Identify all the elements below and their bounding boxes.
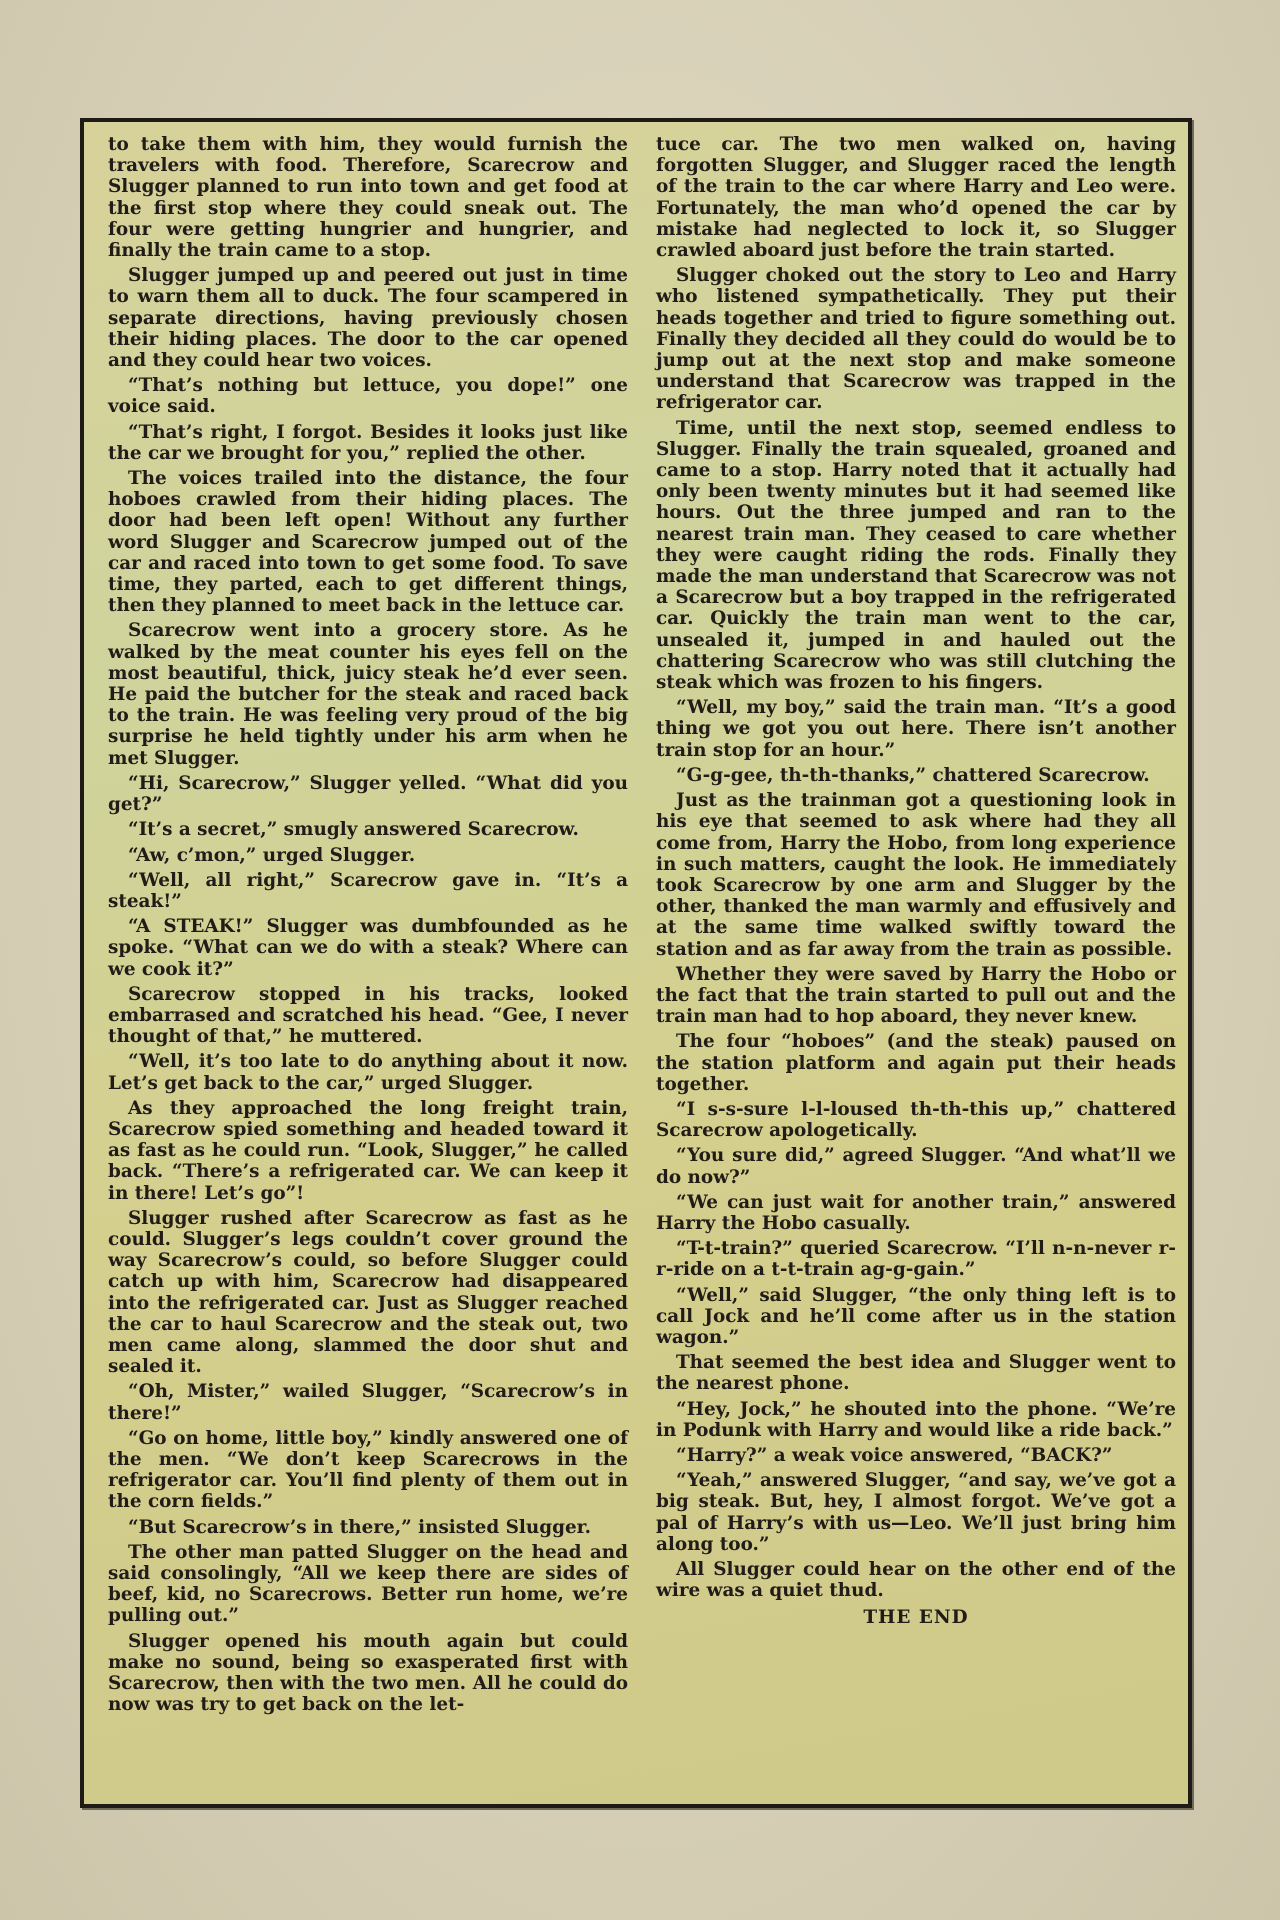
story-paragraph: “But Scarecrow’s in there,” insisted Slugger. bbox=[128, 1516, 592, 1538]
story-paragraph: Slugger rushed after Scarecrow as fast as he could. Slugger’s legs couldn’t cover ground the way Scarecrow’s could, so before Slugger could catch up with him, Scarecrow had disappeared into the refrigerated car. Just as Slugger reached the car to haul Scarecrow and the steak out, two men came along, slammed the door shut and sealed it. bbox=[108, 1207, 628, 1378]
story-paragraph: The voices trailed into the distance, the four hoboes crawled from their hiding places. The door had been left open! Without any further word Slugger and Scarecrow jumped out of the car and raced into town to get some food. To save time, they parted, each to get different things, then they planned to meet back in the lettuce car. bbox=[108, 468, 628, 617]
story-paragraph: “Hey, Jock,” he shouted into the phone. “We’re in Podunk with Harry and would like a ride back.” bbox=[656, 1398, 1176, 1441]
story-paragraph: to take them with him, they would furnish the travelers with food. Therefore, Scarecrow and Slugger planned to run into town and get food at the first stop where they could sneak out. The four were getting hungrier and hungrier, and finally the train came to a stop. bbox=[108, 134, 628, 262]
story-paragraph: Just as the trainman got a questioning look in his eye that seemed to ask where had they all come from, Harry the Hobo, from long experience in such matters, caught the look. He immediately took Scarecrow by one arm and Slugger by the other, thanked the man warmly and effusively and at the same time walked swiftly toward the station and as far away from the train as possible. bbox=[656, 790, 1176, 960]
right-text-column bbox=[656, 134, 1176, 1629]
story-paragraph: “Yeah,” answered Slugger, “and say, we’ve got a big steak. But, hey, I almost forgot. We’ve got a pal of Harry’s with us—Leo. We’ll just bring him along too.” bbox=[656, 1470, 1176, 1555]
story-paragraph: “Oh, Mister,” wailed Slugger, “Scarecrow’s in there!” bbox=[108, 1381, 628, 1424]
story-paragraph: “Well, all right,” Scarecrow gave in. “It’s a steak!” bbox=[108, 869, 628, 912]
story-paragraph: The four “hoboes” (and the steak) paused on the station platform and again put their heads together. bbox=[656, 1031, 1176, 1095]
story-paragraph: Slugger choked out the story to Leo and Harry who listened sympathetically. They put their heads together and tried to figure something out. Finally they decided all they could do would be to jump out at the next stop and make someone understand that Scarecrow was trapped in the refrigerator car. bbox=[656, 265, 1176, 414]
story-paragraph: “It’s a secret,” smugly answered Scarecrow. bbox=[128, 819, 579, 841]
story-paragraph: Whether they were saved by Harry the Hobo or the fact that the train started to pull out and the train man had to hop aboard, they never knew. bbox=[656, 963, 1176, 1028]
story-paragraph: All Slugger could hear on the other end of the wire was a quiet thud. bbox=[656, 1559, 1176, 1602]
story-paragraph: “Well, it’s too late to do anything about it now. Let’s get back to the car,” urged Slugger. bbox=[108, 1051, 628, 1094]
story-paragraph: “Harry?” a weak voice answered, “BACK?” bbox=[676, 1444, 1113, 1466]
story-paragraph: “Well,” said Slugger, “the only thing left is to call Jock and he’ll come after us in the station wagon.” bbox=[656, 1284, 1176, 1348]
story-paragraph: “You sure did,” agreed Slugger. “And what’ll we do now?” bbox=[656, 1145, 1176, 1188]
story-paragraph: “We can just wait for another train,” answered Harry the Hobo casually. bbox=[656, 1191, 1176, 1234]
story-text-panel bbox=[80, 118, 1192, 1808]
story-paragraph: Slugger jumped up and peered out just in time to warn them all to duck. The four scampered in separate directions, having previously chosen their hiding places. The door to the car opened and they could hear two voices. bbox=[108, 265, 628, 372]
story-paragraph: tuce car. The two men walked on, having forgotten Slugger, and Slugger raced the length of the train to the car where Harry and Leo were. Fortunately, the man who’d opened the car by mistake had neglected to lock it, so Slugger crawled aboard just before the train started. bbox=[656, 134, 1176, 262]
story-paragraph: That seemed the best idea and Slugger went to the nearest phone. bbox=[656, 1352, 1176, 1395]
story-paragraph: “That’s right, I forgot. Besides it looks just like the car we brought for you,” replied the other. bbox=[108, 421, 628, 464]
story-paragraph: Scarecrow went into a grocery store. As he walked by the meat counter his eyes fell on the most beautiful, thick, juicy steak he’d ever seen. He paid the butcher for the steak and raced back to the train. He was feeling very proud of the big surprise he held tightly under his arm when he met Slugger. bbox=[108, 620, 628, 769]
story-paragraph: “That’s nothing but lettuce, you dope!” one voice said. bbox=[108, 375, 628, 418]
story-paragraph: “Hi, Scarecrow,” Slugger yelled. “What did you get?” bbox=[108, 772, 628, 816]
story-paragraph: Slugger opened his mouth again but could make no sound, being so exasperated first with Scarecrow, then with the two men. All he could do now was try to get back on the let- bbox=[108, 1630, 628, 1716]
story-paragraph: The other man patted Slugger on the head and said consolingly, “All we keep there are sides of beef, kid, no Scarecrows. Better run home, we’re pulling out.” bbox=[108, 1541, 628, 1627]
story-paragraph: “T-t-train?” queried Scarecrow. “I’ll n-n-never r-r-ride on a t-t-train ag-g-gain.” bbox=[656, 1238, 1176, 1281]
story-paragraph: Scarecrow stopped in his tracks, looked embarrased and scratched his head. “Gee, I never thought of that,” he muttered. bbox=[108, 983, 628, 1048]
story-paragraph: As they approached the long freight train, Scarecrow spied something and headed toward it as fast as he could run. “Look, Slugger,” he called back. “There’s a refrigerated car. We can keep it in there! Let’s go”! bbox=[108, 1097, 628, 1204]
story-paragraph: “Aw, c’mon,” urged Slugger. bbox=[128, 844, 416, 866]
story-paragraph: Time, until the next stop, seemed endless to Slugger. Finally the train squealed, groaned and came to a stop. Harry noted that it actually had only been twenty minutes but it had seemed like hours. Out the three jumped and ran to the nearest train man. They ceased to care whether they were caught riding the rods. Finally they made the man understand that Scarecrow was not a Scarecrow but a boy trapped in the refrigerated car. Quickly the train man went to the car, unsealed it, jumped in and hauled out the chattering Scarecrow who was still clutching the steak which was frozen to his fingers. bbox=[656, 417, 1176, 694]
story-paragraph: “G-g-gee, th-th-thanks,” chattered Scarecrow. bbox=[676, 764, 1150, 786]
story-paragraph: “A STEAK!” Slugger was dumbfounded as he spoke. “What can we do with a steak? Where can we cook it?” bbox=[108, 916, 628, 980]
left-text-column bbox=[108, 134, 628, 1719]
right-column-paragraphs bbox=[656, 134, 1176, 1601]
the-end-label: THE END bbox=[863, 1607, 969, 1629]
story-paragraph: “Well, my boy,” said the train man. “It’s a good thing we got you out here. There isn’t another train stop for an hour.” bbox=[656, 697, 1176, 761]
story-paragraph: “Go on home, little boy,” kindly answered one of the men. “We don’t keep Scarecrows in the refrigerator car. You’ll find plenty of them out in the corn fields.” bbox=[108, 1427, 628, 1513]
story-paragraph: “I s-s-sure l-l-loused th-th-this up,” chattered Scarecrow apologetically. bbox=[656, 1098, 1176, 1142]
